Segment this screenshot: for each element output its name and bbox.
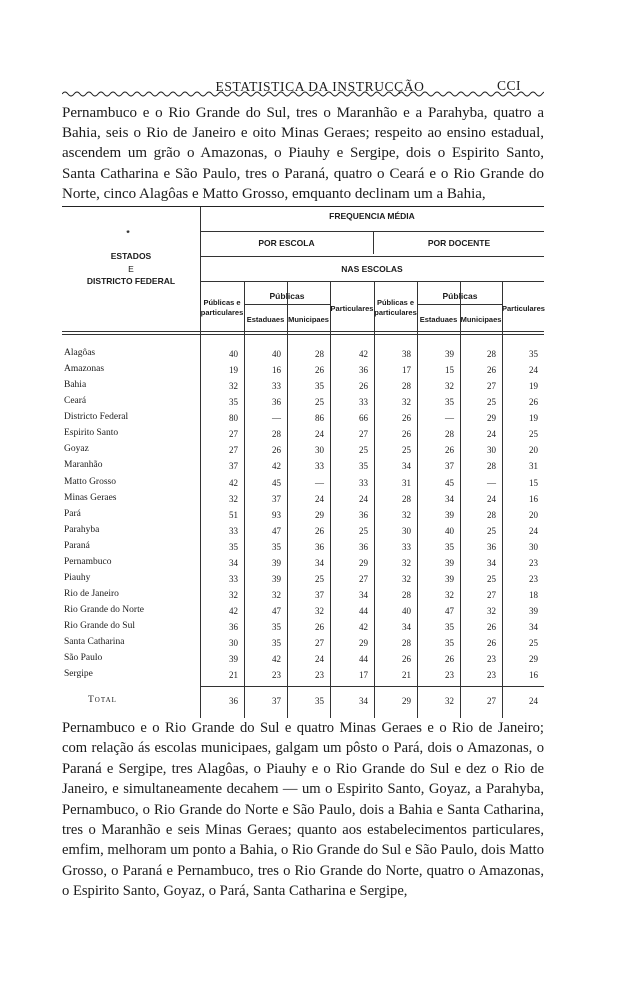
table-cell: 35 — [229, 541, 238, 552]
table-cell: 31 — [402, 477, 411, 488]
table-row-label: Districto Federal — [64, 412, 129, 423]
table-cell: 32 — [229, 590, 238, 601]
table-cell: 20 — [529, 509, 538, 520]
table-row-label: Sergipe — [64, 669, 93, 680]
table-cell: 21 — [229, 670, 238, 681]
frequencia-header: FREQUENCIA MÉDIA — [329, 211, 415, 221]
table-cell: 19 — [229, 365, 238, 376]
table-cell: 18 — [529, 590, 538, 601]
table-top-rule — [62, 206, 544, 207]
table-cell: 37 — [229, 461, 238, 472]
table-row-label: Matto Grosso — [64, 476, 116, 487]
table-cell: 30 — [402, 525, 411, 536]
table-cell: 35 — [445, 397, 454, 408]
table-cell: 19 — [529, 413, 538, 424]
col-particulares: Particulares — [330, 304, 374, 313]
col-pub-part: Públicas e particulares — [374, 298, 417, 317]
table-cell: 34 — [315, 557, 324, 568]
table-cell: 40 — [229, 349, 238, 359]
table-cell: 23 — [272, 670, 281, 681]
header-rule — [200, 256, 544, 257]
table-cell: 25 — [529, 638, 538, 649]
table-cell: 23 — [529, 557, 538, 568]
table-cell: 28 — [487, 349, 496, 359]
table-cell: 29 — [529, 654, 538, 665]
table-cell: 25 — [487, 525, 496, 536]
table-cell: 30 — [529, 541, 538, 552]
table-cell: 28 — [315, 349, 324, 359]
total-cell: 29 — [402, 696, 411, 706]
table-cell: 39 — [445, 349, 454, 359]
col-pub-part: Públicas e particulares — [200, 298, 244, 317]
total-cell: 35 — [315, 696, 324, 706]
table-cell: 23 — [487, 654, 496, 665]
table-cell: 32 — [315, 606, 324, 617]
table-row-label: Maranhão — [64, 460, 103, 471]
total-cell: 32 — [445, 696, 454, 706]
table-cell: 37 — [445, 461, 454, 472]
page-title: ESTATISTICA DA INSTRUCÇÃO — [215, 79, 425, 94]
table-cell: 40 — [445, 525, 454, 536]
table-cell: 40 — [272, 349, 281, 359]
table-cell: 26 — [359, 381, 368, 392]
column-divider — [460, 281, 461, 718]
table-cell: 26 — [315, 365, 324, 376]
table-cell: 23 — [315, 670, 324, 681]
table-cell: 39 — [529, 606, 538, 617]
table-cell: 15 — [529, 477, 538, 488]
table-cell: 26 — [487, 638, 496, 649]
table-cell: 33 — [359, 477, 368, 488]
table-row-label: Amazonas — [64, 364, 105, 375]
table-cell: 26 — [402, 413, 411, 424]
paragraph-bottom: Pernambuco e o Rio Grande do Sul e quatro Minas Geraes e o Rio de Janeiro; com relação ás escolas municipaes, galgam um pôsto o Pará, dois o Amazonas, o Paraná e Sergipe, tres Alagôas, o Piauhy e o Rio Grande do Sul e dez o Rio de Janeiro, e simultaneamente decahem — um o Espirito Santo, Goyaz, a Parahyba, Pernambuco, o Rio Grande do Norte e São Paulo, dois a Bahia e Santa Catharina, tres o Maranhão e seis Minas Geraes; quanto aos estabelecimentos particulares, emfim, melhoram um ponto a Bahia, o Rio Grande do Sul e São Paulo, dois Matto Grosso, o Paraná e Pernambuco, tres o Rio Grande do Norte, quatro o Amazonas, o Espirito Santo, Goyaz, o Pará, Santa Catharina e Sergipe, — [62, 720, 544, 900]
table-cell: 17 — [359, 670, 368, 681]
table-cell: 24 — [315, 493, 324, 504]
table-cell: 47 — [445, 606, 454, 617]
table-cell: 86 — [315, 413, 324, 424]
table-cell: 32 — [229, 381, 238, 392]
table-cell: 28 — [272, 429, 281, 440]
table-cell: 26 — [445, 654, 454, 665]
table-row-label: Pernambuco — [64, 556, 112, 567]
table-cell: 32 — [229, 493, 238, 504]
table-row-label: Rio Grande do Sul — [64, 621, 135, 632]
decorative-wavy-rule — [62, 90, 544, 98]
table-cell: 32 — [445, 381, 454, 392]
column-divider — [330, 281, 331, 718]
table-cell: 35 — [445, 622, 454, 633]
col-municipaes: Municipaes — [460, 315, 502, 324]
total-cell: 24 — [529, 696, 538, 706]
table-cell: 29 — [359, 557, 368, 568]
table-cell: 24 — [529, 365, 538, 376]
table-cell: — — [272, 413, 281, 424]
table-cell: 33 — [229, 573, 238, 584]
table-cell: 45 — [272, 477, 281, 488]
table-cell: 35 — [315, 381, 324, 392]
table-cell: 34 — [359, 590, 368, 601]
table-cell: 25 — [315, 573, 324, 584]
table-cell: 17 — [402, 365, 411, 376]
table-cell: 47 — [272, 606, 281, 617]
table-cell: 42 — [229, 606, 238, 617]
table-cell: 39 — [445, 573, 454, 584]
publicas-header: Públicas — [442, 291, 478, 301]
table-cell: 28 — [402, 493, 411, 504]
table-cell: 39 — [445, 557, 454, 568]
table-cell: 24 — [315, 429, 324, 440]
table-cell: 23 — [487, 670, 496, 681]
table-cell: 35 — [529, 349, 538, 359]
header-rule — [200, 281, 544, 282]
table-row-label: Rio de Janeiro — [64, 589, 119, 600]
table-cell: 32 — [487, 606, 496, 617]
table-cell: 24 — [487, 429, 496, 440]
table-cell: 20 — [529, 445, 538, 456]
total-cell: 37 — [272, 696, 281, 706]
table-cell: 36 — [359, 509, 368, 520]
table-cell: 28 — [402, 590, 411, 601]
table-row-label: Piauhy — [64, 572, 91, 583]
table-cell: 26 — [272, 445, 281, 456]
table-cell: 26 — [529, 397, 538, 408]
table-cell: 34 — [529, 622, 538, 633]
table-cell: 42 — [272, 461, 281, 472]
table-cell: 26 — [487, 622, 496, 633]
table-cell: 25 — [315, 397, 324, 408]
table-row-label: Espirito Santo — [64, 428, 119, 439]
table-cell: 32 — [272, 590, 281, 601]
table-cell: 24 — [529, 525, 538, 536]
table-cell: 28 — [402, 381, 411, 392]
header-rule — [244, 304, 330, 305]
col-estaduaes: Estaduaes — [419, 315, 458, 324]
table-cell: 16 — [529, 670, 538, 681]
table-cell: 28 — [487, 509, 496, 520]
por-docente-header: POR DOCENTE — [427, 238, 491, 248]
total-cell: 27 — [487, 696, 496, 706]
table-stub-divider — [200, 207, 201, 718]
table-cell: 24 — [359, 493, 368, 504]
table-cell: 30 — [315, 445, 324, 456]
table-cell: 34 — [402, 622, 411, 633]
table-cell: — — [315, 477, 324, 488]
table-cell: 44 — [359, 654, 368, 665]
table-cell: 24 — [315, 654, 324, 665]
table-cell: 36 — [315, 541, 324, 552]
table-cell: 45 — [445, 477, 454, 488]
table-cell: 42 — [359, 349, 368, 359]
table-cell: 27 — [487, 590, 496, 601]
table-cell: 16 — [529, 493, 538, 504]
table-cell: 39 — [229, 654, 238, 665]
stub-header-e: E — [128, 264, 134, 274]
table-cell: 26 — [402, 654, 411, 665]
table-cell: 29 — [359, 638, 368, 649]
column-divider — [417, 281, 418, 718]
table-cell: 28 — [402, 638, 411, 649]
table-cell: 25 — [359, 525, 368, 536]
table-cell: 26 — [315, 525, 324, 536]
table-cell: — — [487, 477, 496, 488]
table-cell: 34 — [402, 461, 411, 472]
table-row-label: Alagôas — [64, 348, 96, 358]
table-cell: 44 — [359, 606, 368, 617]
table-cell: 36 — [487, 541, 496, 552]
table-cell: 34 — [445, 493, 454, 504]
table-row-label: Paraná — [64, 540, 90, 551]
table-cell: 27 — [487, 381, 496, 392]
table-cell: 25 — [402, 445, 411, 456]
table-cell: 26 — [445, 445, 454, 456]
table-cell: 30 — [487, 445, 496, 456]
table-cell: 25 — [359, 445, 368, 456]
col-particulares: Particulares — [502, 304, 545, 313]
stub-header-districto: DISTRICTO FEDERAL — [86, 276, 176, 286]
table-cell: 42 — [229, 477, 238, 488]
table-cell: 26 — [487, 365, 496, 376]
table-cell: 19 — [529, 381, 538, 392]
table-row-label: Santa Catharina — [64, 637, 125, 648]
table-row-label: Ceará — [64, 396, 87, 407]
table-cell: 35 — [272, 622, 281, 633]
column-divider — [502, 281, 503, 718]
nas-escolas-header: NAS ESCOLAS — [341, 264, 403, 274]
table-cell: 23 — [445, 670, 454, 681]
table-cell: 32 — [445, 590, 454, 601]
total-rule — [200, 686, 544, 687]
column-divider — [244, 281, 245, 718]
total-cell: 34 — [359, 696, 368, 706]
table-cell: 37 — [272, 493, 281, 504]
table-cell: 47 — [272, 525, 281, 536]
table-cell: 93 — [272, 509, 281, 520]
table-cell: 27 — [359, 573, 368, 584]
table-row-label: Bahia — [64, 380, 87, 391]
table-cell: 33 — [402, 541, 411, 552]
table-cell: 25 — [529, 429, 538, 440]
column-divider — [287, 281, 288, 718]
table-cell: 29 — [487, 413, 496, 424]
table-cell: 28 — [487, 461, 496, 472]
table-cell: 28 — [445, 429, 454, 440]
table-row-label: São Paulo — [64, 653, 103, 664]
table-cell: 36 — [272, 397, 281, 408]
table-cell: 80 — [229, 413, 238, 424]
table-cell: 36 — [229, 622, 238, 633]
table-cell: 42 — [272, 654, 281, 665]
table-cell: 40 — [402, 606, 411, 617]
col-estaduaes: Estaduaes — [246, 315, 285, 324]
asterisk-mark: * — [126, 228, 130, 238]
table-cell: 34 — [229, 557, 238, 568]
table-row-label: Goyaz — [64, 444, 89, 455]
table-row-label: Pará — [64, 508, 81, 519]
table-row-label: Rio Grande do Norte — [64, 605, 144, 616]
table-cell: 26 — [402, 429, 411, 440]
table-cell: 34 — [487, 557, 496, 568]
table-cell: 21 — [402, 670, 411, 681]
total-cell: 36 — [229, 696, 238, 706]
table-cell: 33 — [359, 397, 368, 408]
table-cell: 35 — [445, 541, 454, 552]
table-cell: 31 — [529, 461, 538, 472]
table-cell: 30 — [229, 638, 238, 649]
table-cell: 25 — [487, 397, 496, 408]
publicas-header: Públicas — [269, 291, 305, 301]
table-cell: 32 — [402, 557, 411, 568]
table-cell: 42 — [359, 622, 368, 633]
por-escola-header: POR ESCOLA — [258, 238, 315, 248]
table-cell: 39 — [272, 557, 281, 568]
table-cell: 39 — [272, 573, 281, 584]
table-cell: 51 — [229, 509, 238, 520]
table-cell: 26 — [315, 622, 324, 633]
table-cell: 27 — [229, 445, 238, 456]
table-cell: 33 — [315, 461, 324, 472]
header-rule — [417, 304, 503, 305]
table-cell: 29 — [315, 509, 324, 520]
table-cell: 35 — [445, 638, 454, 649]
stub-header-estados: ESTADOS — [110, 251, 152, 261]
header-bottom-rule — [62, 334, 544, 335]
table-cell: 27 — [315, 638, 324, 649]
table-cell: 32 — [402, 573, 411, 584]
table-cell: 35 — [272, 638, 281, 649]
table-cell: 35 — [359, 461, 368, 472]
total-label: Total — [88, 695, 117, 705]
paragraph-top: Pernambuco e o Rio Grande do Sul, tres o Maranhão e a Parahyba, quatro a Bahia, seis o Rio de Janeiro e oito Minas Geraes; respeito ao ensino estadual, ascendem um grão o Amazonas, o Piauhy e Sergipe, dois o Espirito Santo, Santa Catharina e São Paulo, tres o Paraná, quatro o Ceará e o Rio Grande do Norte, cinco Alagôas e Matto Grosso, emquanto declinam um a Bahia, — [62, 105, 544, 202]
table-row-label: Minas Geraes — [64, 492, 117, 503]
table-cell: 27 — [359, 429, 368, 440]
table-cell: — — [445, 413, 454, 424]
column-divider — [374, 281, 375, 718]
table-cell: 66 — [359, 413, 368, 424]
table-cell: 37 — [315, 590, 324, 601]
table-row-label: Parahyba — [64, 524, 100, 535]
table-cell: 32 — [402, 509, 411, 520]
table-cell: 39 — [445, 509, 454, 520]
table-cell: 36 — [359, 365, 368, 376]
table-cell: 35 — [272, 541, 281, 552]
page-number: CCI — [497, 78, 522, 93]
table-cell: 33 — [229, 525, 238, 536]
table-cell: 36 — [359, 541, 368, 552]
header-bottom-rule — [62, 331, 544, 332]
table-cell: 16 — [272, 365, 281, 376]
table-cell: 32 — [402, 397, 411, 408]
table-cell: 27 — [229, 429, 238, 440]
table-cell: 23 — [529, 573, 538, 584]
table-cell: 24 — [487, 493, 496, 504]
col-municipaes: Municipaes — [288, 315, 329, 324]
table-cell: 38 — [402, 349, 411, 359]
header-rule — [200, 231, 544, 232]
table-cell: 33 — [272, 381, 281, 392]
table-cell: 35 — [229, 397, 238, 408]
table-cell: 25 — [487, 573, 496, 584]
table-cell: 15 — [445, 365, 454, 376]
